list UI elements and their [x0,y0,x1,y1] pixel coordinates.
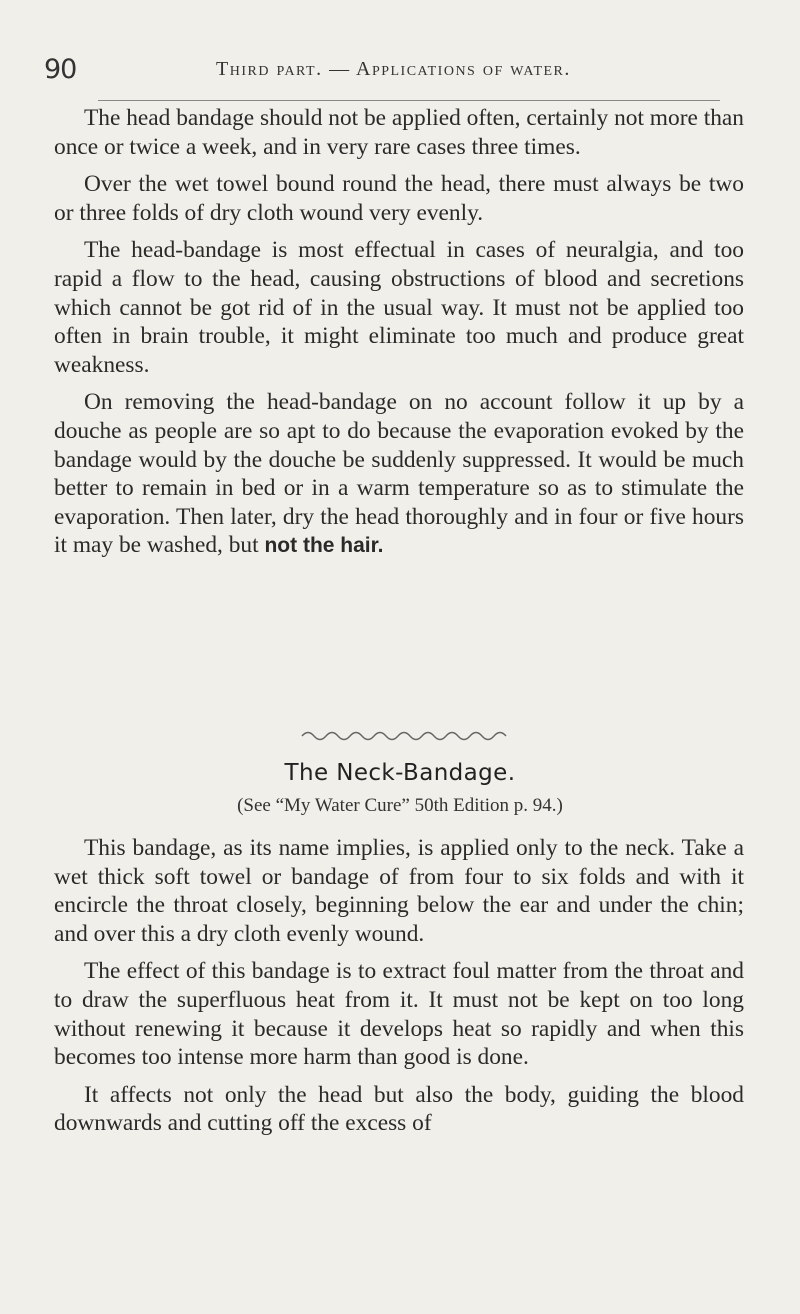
header-rule [98,100,720,101]
wavy-ornament-divider [300,728,516,744]
section-neck-bandage-text [54,834,744,1147]
paragraph-with-bold-tail [54,388,744,561]
paragraph: It affects not only the head but also the body, guiding the blood downwards and cutting off the excess of [54,1081,744,1137]
section-head-bandage-text [54,104,744,570]
paragraph: Over the wet towel bound round the head, there must always be two or three folds of dry cloth wound very evenly. [54,171,744,226]
paragraph: The head bandage should not be applied often, certainly not more than once or twice a week, and in very rare cases three times. [54,105,744,160]
page-number: 90 [44,54,77,85]
running-head [44,54,764,90]
paragraph: This bandage, as its name implies, is applied only to the neck. Take a wet thick soft towel or bandage of from four to six folds and with it encircle the throat closely, beginning below the ear and under the chin; and over this a dry cloth evenly wound. [54,835,744,947]
paragraph-text: On removing the head-bandage on no account follow it up by a douche as people are so apt to do because the evaporation evoked by the bandage would by the douche be suddenly suppressed. It would be much better to remain in bed or in a warm temperature so as to stimulate the evaporation. Then later, dry the head thoroughly and in four or five hours it may be washed, but [54,389,744,559]
section-reference-note: (See “My Water Cure” 50th Edition p. 94.) [237,795,563,816]
bold-phrase: not the hair. [264,534,384,558]
paragraph: The effect of this bandage is to extract foul matter from the throat and to draw the superfluous heat from it. It must not be kept on too long without renewing it because it develops heat so rapidly and when this becomes too intense more harm than good is done. [54,958,744,1071]
section-title: The Neck-Bandage. [284,760,516,786]
paragraph: The head-bandage is most effectual in cases of neuralgia, and too rapid a flow to the head, causing obstructions of blood and secretions which cannot be got rid of in the usual way. It must not be applied too often in brain trouble, it might eliminate too much and produce great weakness. [54,237,744,378]
running-title: Third part. — Applications of water. [216,58,571,80]
